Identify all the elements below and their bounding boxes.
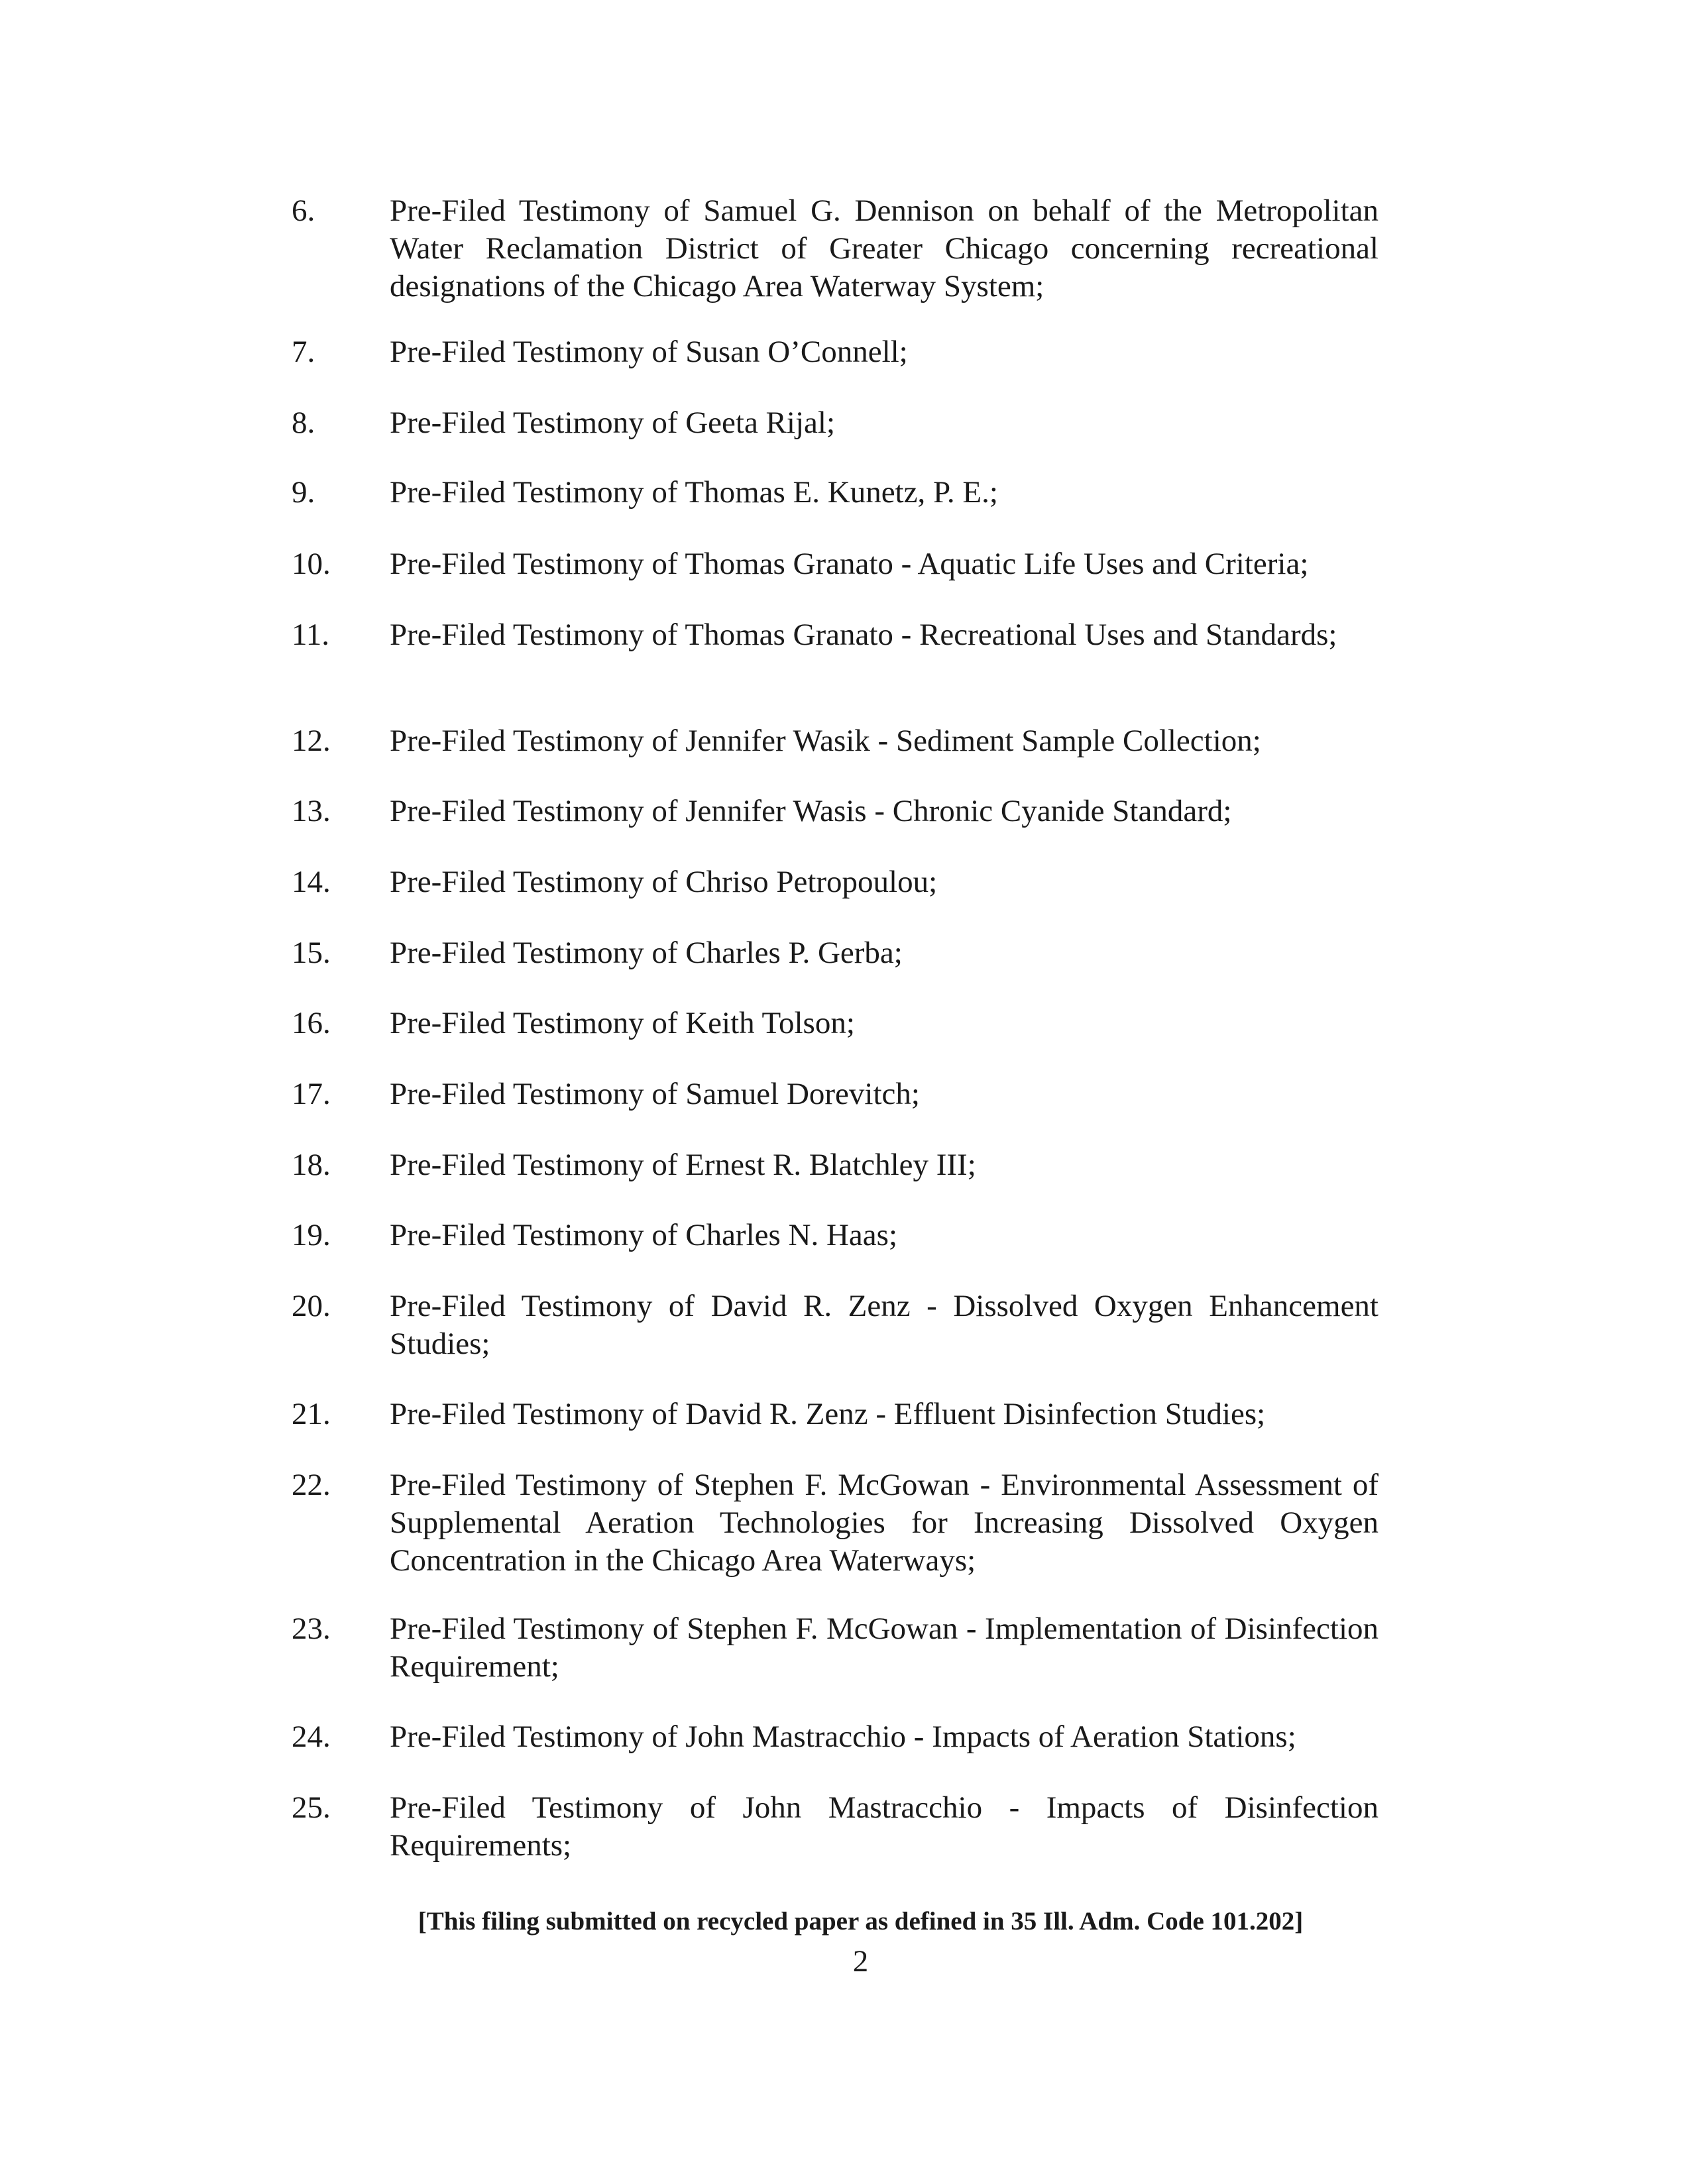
item-number: 14. [292,865,331,899]
item-text: Pre-Filed Testimony of Stephen F. McGowan - Implementation of Disinfection Requirement; [390,1611,1379,1684]
list-item [292,474,1379,512]
item-number: 12. [292,724,331,758]
item-text: Pre-Filed Testimony of Thomas Granato - Aquatic Life Uses and Criteria; [390,547,1309,581]
item-number: 7. [292,335,315,369]
list-item [292,722,1379,760]
item-text: Pre-Filed Testimony of Geeta Rijal; [390,406,835,440]
item-number: 18. [292,1148,331,1182]
item-text: Pre-Filed Testimony of David R. Zenz - Effluent Disinfection Studies; [390,1397,1266,1431]
list-item [292,1005,1379,1042]
item-number: 8. [292,406,315,440]
recycled-paper-notice: [This filing submitted on recycled paper as defined in 35 Ill. Adm. Code 101.202] [418,1907,1304,1936]
item-text: Pre-Filed Testimony of Charles N. Haas; [390,1218,897,1252]
item-text: Pre-Filed Testimony of Ernest R. Blatchley III; [390,1148,976,1182]
item-number: 16. [292,1006,331,1040]
item-text: Pre-Filed Testimony of Charles P. Gerba; [390,936,903,970]
item-number: 21. [292,1397,331,1431]
list-item [292,934,1379,972]
list-item [292,192,1379,305]
item-text: Pre-Filed Testimony of John Mastracchio - Impacts of Disinfection Requirements; [390,1790,1379,1863]
list-item [292,1146,1379,1184]
item-number: 10. [292,547,331,581]
item-number: 9. [292,475,315,510]
list-item [292,545,1379,583]
list-item [292,1075,1379,1113]
list-item [292,1610,1379,1686]
item-text: Pre-Filed Testimony of Samuel G. Dennison on behalf of the Metropolitan Water Reclamation District of Greater Chicago concerning recreational designations of the Chicago Area Waterway System; [390,193,1379,303]
item-number: 20. [292,1289,331,1323]
list-item [292,616,1379,654]
item-text: Pre-Filed Testimony of Susan O’Connell; [390,335,908,369]
item-number: 22. [292,1468,331,1502]
list-item [292,863,1379,901]
item-number: 17. [292,1077,331,1111]
item-text: Pre-Filed Testimony of Chriso Petropoulou; [390,865,938,899]
item-text: Pre-Filed Testimony of Jennifer Wasik - Sediment Sample Collection; [390,724,1261,758]
item-text: Pre-Filed Testimony of Jennifer Wasis - Chronic Cyanide Standard; [390,794,1232,828]
page-number: 2 [852,1944,869,1979]
list-item [292,1217,1379,1254]
list-item [292,1718,1379,1756]
list-item [292,1395,1379,1433]
list-item [292,792,1379,830]
item-text: Pre-Filed Testimony of Keith Tolson; [390,1006,855,1040]
item-text: Pre-Filed Testimony of Thomas E. Kunetz, P. E.; [390,475,998,510]
item-number: 11. [292,618,330,652]
list-item [292,1287,1379,1363]
list-item [292,333,1379,371]
item-text: Pre-Filed Testimony of Thomas Granato - Recreational Uses and Standards; [390,618,1337,652]
item-number: 19. [292,1218,331,1252]
item-text: Pre-Filed Testimony of David R. Zenz - Dissolved Oxygen Enhancement Studies; [390,1289,1379,1361]
item-number: 15. [292,936,331,970]
item-number: 23. [292,1611,331,1646]
list-item [292,404,1379,442]
list-item [292,1789,1379,1865]
item-text: Pre-Filed Testimony of Samuel Dorevitch; [390,1077,920,1111]
item-text: Pre-Filed Testimony of John Mastracchio - Impacts of Aeration Stations; [390,1720,1296,1754]
item-text: Pre-Filed Testimony of Stephen F. McGowan - Environmental Assessment of Supplemental Aeration Technologies for Increasing Dissolved Oxygen Concentration in the Chicago Area Waterways; [390,1468,1379,1578]
item-number: 6. [292,193,315,228]
list-item [292,1466,1379,1580]
item-number: 13. [292,794,331,828]
item-number: 25. [292,1790,331,1825]
item-number: 24. [292,1720,331,1754]
